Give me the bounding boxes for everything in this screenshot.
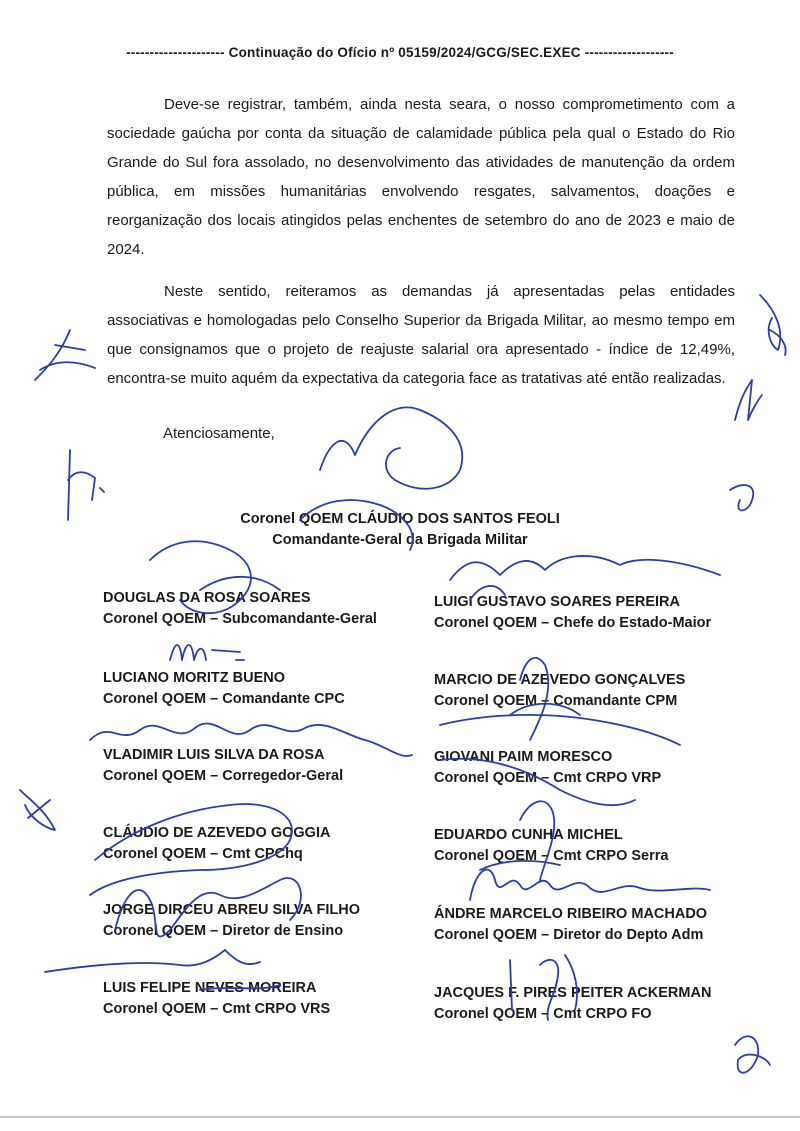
signatory-title: Comandante-Geral da Brigada Militar <box>272 532 528 548</box>
signatory-name: JORGE DIRCEU ABREU SILVA FILHO <box>103 902 360 918</box>
signatory-name: LUIS FELIPE NEVES MOREIRA <box>103 980 317 996</box>
margin-initial-1 <box>35 330 95 380</box>
signature-block-left-1 <box>103 588 377 630</box>
signatory-title: Coronel QOEM – Cmt CRPO FO <box>434 1006 652 1022</box>
signatory-title: Coronel QOEM – Diretor de Ensino <box>103 923 344 939</box>
signatory-title: Coronel QOEM – Subcomandante-Geral <box>103 611 377 627</box>
signature-block-left-2 <box>103 668 345 710</box>
body-paragraph-2 <box>107 277 735 393</box>
signature-block-left-4 <box>103 823 330 865</box>
margin-initial-5 <box>735 380 762 420</box>
paragraph-text: Neste sentido, reiteramos as demandas já apresentadas pelas entidades associativas e homologadas pelo Conselho Superior da Brigada Militar, ao mesmo tempo em que consignamos que o projeto de reajuste salarial ora apresentado - índice de 12,49%, encontra-se muito aquém da expectativa da categoria face as tratativas até então realizadas. <box>107 283 735 387</box>
signature-andre <box>470 870 710 900</box>
paragraph-text: Deve-se registrar, também, ainda nesta seara, o nosso comprometimento com a sociedade gaúcha por conta da situação de calamidade pública pela qual o Estado do Rio Grande do Sul fora assolado, no desenvolvimento das atividades de manutenção da ordem pública, em missões humanitárias envolvendo resgates, salvamentos, doações e reorganização dos locais atingidos pelas enchentes de setembro do ano de 2023 e maio de 2024. <box>107 96 735 258</box>
signatory-name: Coronel QOEM CLÁUDIO DOS SANTOS FEOLI <box>240 511 560 527</box>
signatory-name: ÁNDRE MARCELO RIBEIRO MACHADO <box>434 906 708 922</box>
signatory-title: Coronel QOEM – Diretor do Depto Adm <box>434 927 704 943</box>
signatory-title: Coronel QOEM – Cmt CRPO VRS <box>103 1001 331 1017</box>
margin-initial-6 <box>730 485 753 510</box>
closing-salutation: Atenciosamente, <box>163 425 275 442</box>
signatory-name: VLADIMIR LUIS SILVA DA ROSA <box>103 747 325 763</box>
signatory-name: LUCIANO MORITZ BUENO <box>103 670 286 686</box>
signatory-title: Coronel QOEM – Corregedor-Geral <box>103 768 344 784</box>
signatory-title: Coronel QOEM – Cmt CRPO Serra <box>434 848 669 864</box>
signature-block-right-3 <box>434 747 661 789</box>
signatory-title: Coronel QOEM – Comandante CPM <box>434 693 678 709</box>
signature-block-right-4 <box>434 825 668 867</box>
body-paragraph-1 <box>107 90 735 264</box>
signatory-name: GIOVANI PAIM MORESCO <box>434 749 613 765</box>
signatory-title: Coronel QOEM – Cmt CPChq <box>103 846 303 862</box>
signature-block-left-6 <box>103 978 330 1020</box>
margin-initial-3 <box>20 790 55 830</box>
signature-block-left-3 <box>103 745 343 787</box>
signatory-title: Coronel QOEM – Cmt CRPO VRP <box>434 770 662 786</box>
document-header: --------------------- Continuação do Ofício nº 05159/2024/GCG/SEC.EXEC ------------------- <box>126 45 674 60</box>
page-bottom-edge <box>0 1116 800 1118</box>
signature-block-left-5 <box>103 900 360 942</box>
signatory-name: CLÁUDIO DE AZEVEDO GOGGIA <box>103 825 331 841</box>
signature-block-right-6 <box>434 983 711 1025</box>
signature-block-commander <box>0 509 800 551</box>
signature-block-right-2 <box>434 670 685 712</box>
signature-luciano <box>170 645 244 660</box>
signature-block-right-1 <box>434 592 711 634</box>
signatory-name: LUIGI GUSTAVO SOARES PEREIRA <box>434 594 680 610</box>
margin-initial-4 <box>760 295 786 355</box>
signatory-name: MARCIO DE AZEVEDO GONÇALVES <box>434 672 686 688</box>
signatory-name: JACQUES F. PIRES PEITER ACKERMAN <box>434 985 712 1001</box>
signatory-title: Coronel QOEM – Comandante CPC <box>103 691 345 707</box>
margin-initial-7 <box>735 1036 770 1072</box>
signatory-name: DOUGLAS DA ROSA SOARES <box>103 590 311 606</box>
signatory-title: Coronel QOEM – Chefe do Estado-Maior <box>434 615 712 631</box>
signatory-name: EDUARDO CUNHA MICHEL <box>434 827 623 843</box>
signature-block-right-5 <box>434 904 707 946</box>
